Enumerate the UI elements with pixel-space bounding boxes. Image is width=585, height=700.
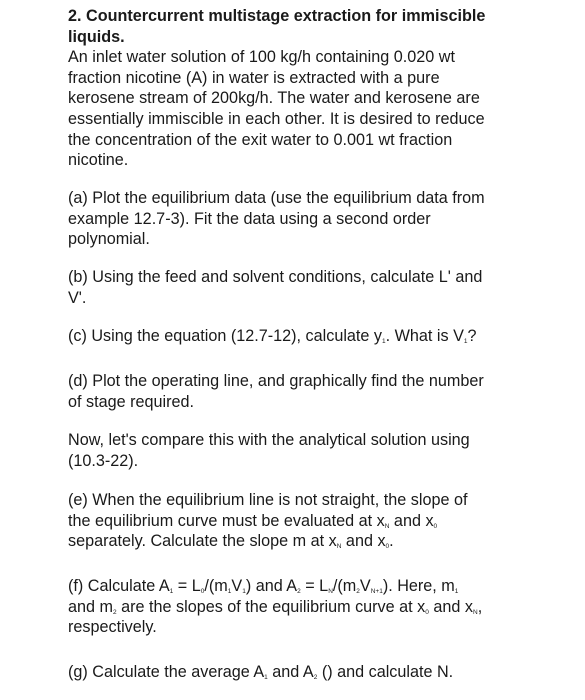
part-e-l2-text-a: the equilibrium curve must be evaluated at x — [68, 511, 385, 530]
part-a-line-2: example 12.7-3). Fit the data using a second order — [68, 209, 431, 228]
intro-line-3: kerosene stream of 200kg/h. The water and kerosene are — [68, 89, 480, 108]
part-f-b4: , — [477, 597, 483, 616]
part-a — [68, 188, 568, 250]
part-f-s4: 1 — [242, 588, 246, 595]
problem-title-line-1: 2. Countercurrent multistage extraction for immiscible — [68, 7, 486, 25]
part-g-line-1 — [68, 662, 568, 683]
part-f — [68, 576, 568, 638]
part-g-text-1: (g) Calculate the average A — [68, 663, 265, 681]
part-g-sub-1: 1 — [264, 674, 268, 681]
part-e-line-1: (e) When the equilibrium line is not straight, the slope of — [68, 491, 468, 509]
part-e-l3-sub-1: N — [336, 543, 342, 551]
part-f-s9: 1 — [454, 588, 459, 595]
part-f-s6: N — [328, 588, 333, 595]
part-d-line-1: (d) Plot the operating line, and graphically find the number — [68, 372, 484, 390]
part-f-a2: = L — [173, 577, 201, 595]
part-d — [68, 371, 568, 412]
part-f-s3: 1 — [227, 588, 232, 595]
part-e-l3-sub-2: 0 — [385, 543, 390, 551]
part-f-s1: 1 — [169, 588, 174, 595]
part-f-a9: ). Here, m — [382, 577, 455, 595]
analytical-intro — [68, 430, 568, 471]
part-e-l3-text-c: . — [389, 532, 394, 551]
part-c-text-2: . What is V — [385, 327, 464, 345]
part-c — [68, 326, 568, 347]
part-f-a3: /(m — [204, 577, 228, 595]
part-e-l3-text-b: and x — [341, 532, 386, 551]
problem-statement — [68, 6, 568, 171]
part-e-l2-sub-1: N — [384, 522, 390, 530]
part-f-a5: ) and A — [245, 577, 298, 595]
part-f-s2: 0 — [200, 588, 205, 595]
part-a-line-1: (a) Plot the equilibrium data (use the equilibrium data from — [68, 189, 485, 207]
intro-line-5: the concentration of the exit water to 0.001 wt fraction — [68, 130, 453, 149]
part-f-b2: are the slopes of the equilibrium curve at x — [116, 597, 426, 616]
part-c-sub-1: 1 — [382, 338, 386, 345]
intro-line-6: nicotine. — [68, 151, 129, 170]
part-e — [68, 490, 568, 552]
analytical-intro-line-1: Now, let's compare this with the analytical solution using — [68, 431, 470, 449]
part-f-a7: /(m — [332, 577, 357, 595]
part-f-s5: 2 — [297, 588, 301, 595]
part-f-line-2 — [68, 597, 568, 618]
part-f-a6: = L — [300, 577, 329, 595]
part-e-line-3 — [68, 531, 568, 552]
part-g-text-3: () and calculate N. — [317, 663, 454, 681]
part-f-t2: 0 — [425, 608, 429, 616]
part-f-a8: V — [359, 577, 371, 595]
analytical-intro-line-2: (10.3-22). — [68, 451, 139, 470]
intro-line-4: essentially immiscible in each other. It is desired to reduce — [68, 109, 485, 128]
part-b-line-2: V'. — [68, 288, 87, 307]
part-f-line-3: respectively. — [68, 618, 157, 637]
part-d-line-2: of stage required. — [68, 392, 194, 411]
part-f-b3: and x — [428, 597, 473, 616]
part-f-t1: 2 — [113, 608, 117, 616]
part-a-line-3: polynomial. — [68, 230, 150, 249]
part-g — [68, 662, 568, 683]
intro-line-2: fraction nicotine (A) in water is extracted with a pure — [68, 68, 440, 87]
part-c-sub-2: 1 — [463, 338, 468, 345]
part-f-s7: 2 — [356, 588, 360, 595]
part-f-b1: and m — [68, 597, 113, 616]
intro-line-1: An inlet water solution of 100 kg/h containing 0.020 wt — [68, 48, 455, 67]
part-b — [68, 267, 568, 308]
part-f-a1: (f) Calculate A — [68, 577, 170, 595]
part-f-line-1 — [68, 576, 568, 597]
part-f-s8: N+1 — [370, 588, 383, 595]
part-f-t3: N — [472, 608, 478, 616]
part-e-l2-text-b: and x — [389, 511, 434, 530]
part-e-line-2 — [68, 511, 568, 532]
part-e-l2-sub-2: 0 — [433, 522, 438, 530]
part-b-line-1: (b) Using the feed and solvent conditions, calculate L' and — [68, 268, 483, 286]
part-f-a4: V — [231, 577, 243, 595]
part-c-line-1 — [68, 326, 568, 347]
part-g-sub-2: 2 — [313, 674, 318, 681]
part-g-text-2: and A — [267, 663, 314, 681]
problem-title-line-2: liquids. — [68, 27, 125, 46]
part-c-text-3: ? — [467, 327, 477, 345]
part-c-text-1: (c) Using the equation (12.7-12), calculate y — [68, 327, 383, 345]
part-e-l3-text-a: separately. Calculate the slope m at x — [68, 532, 337, 551]
